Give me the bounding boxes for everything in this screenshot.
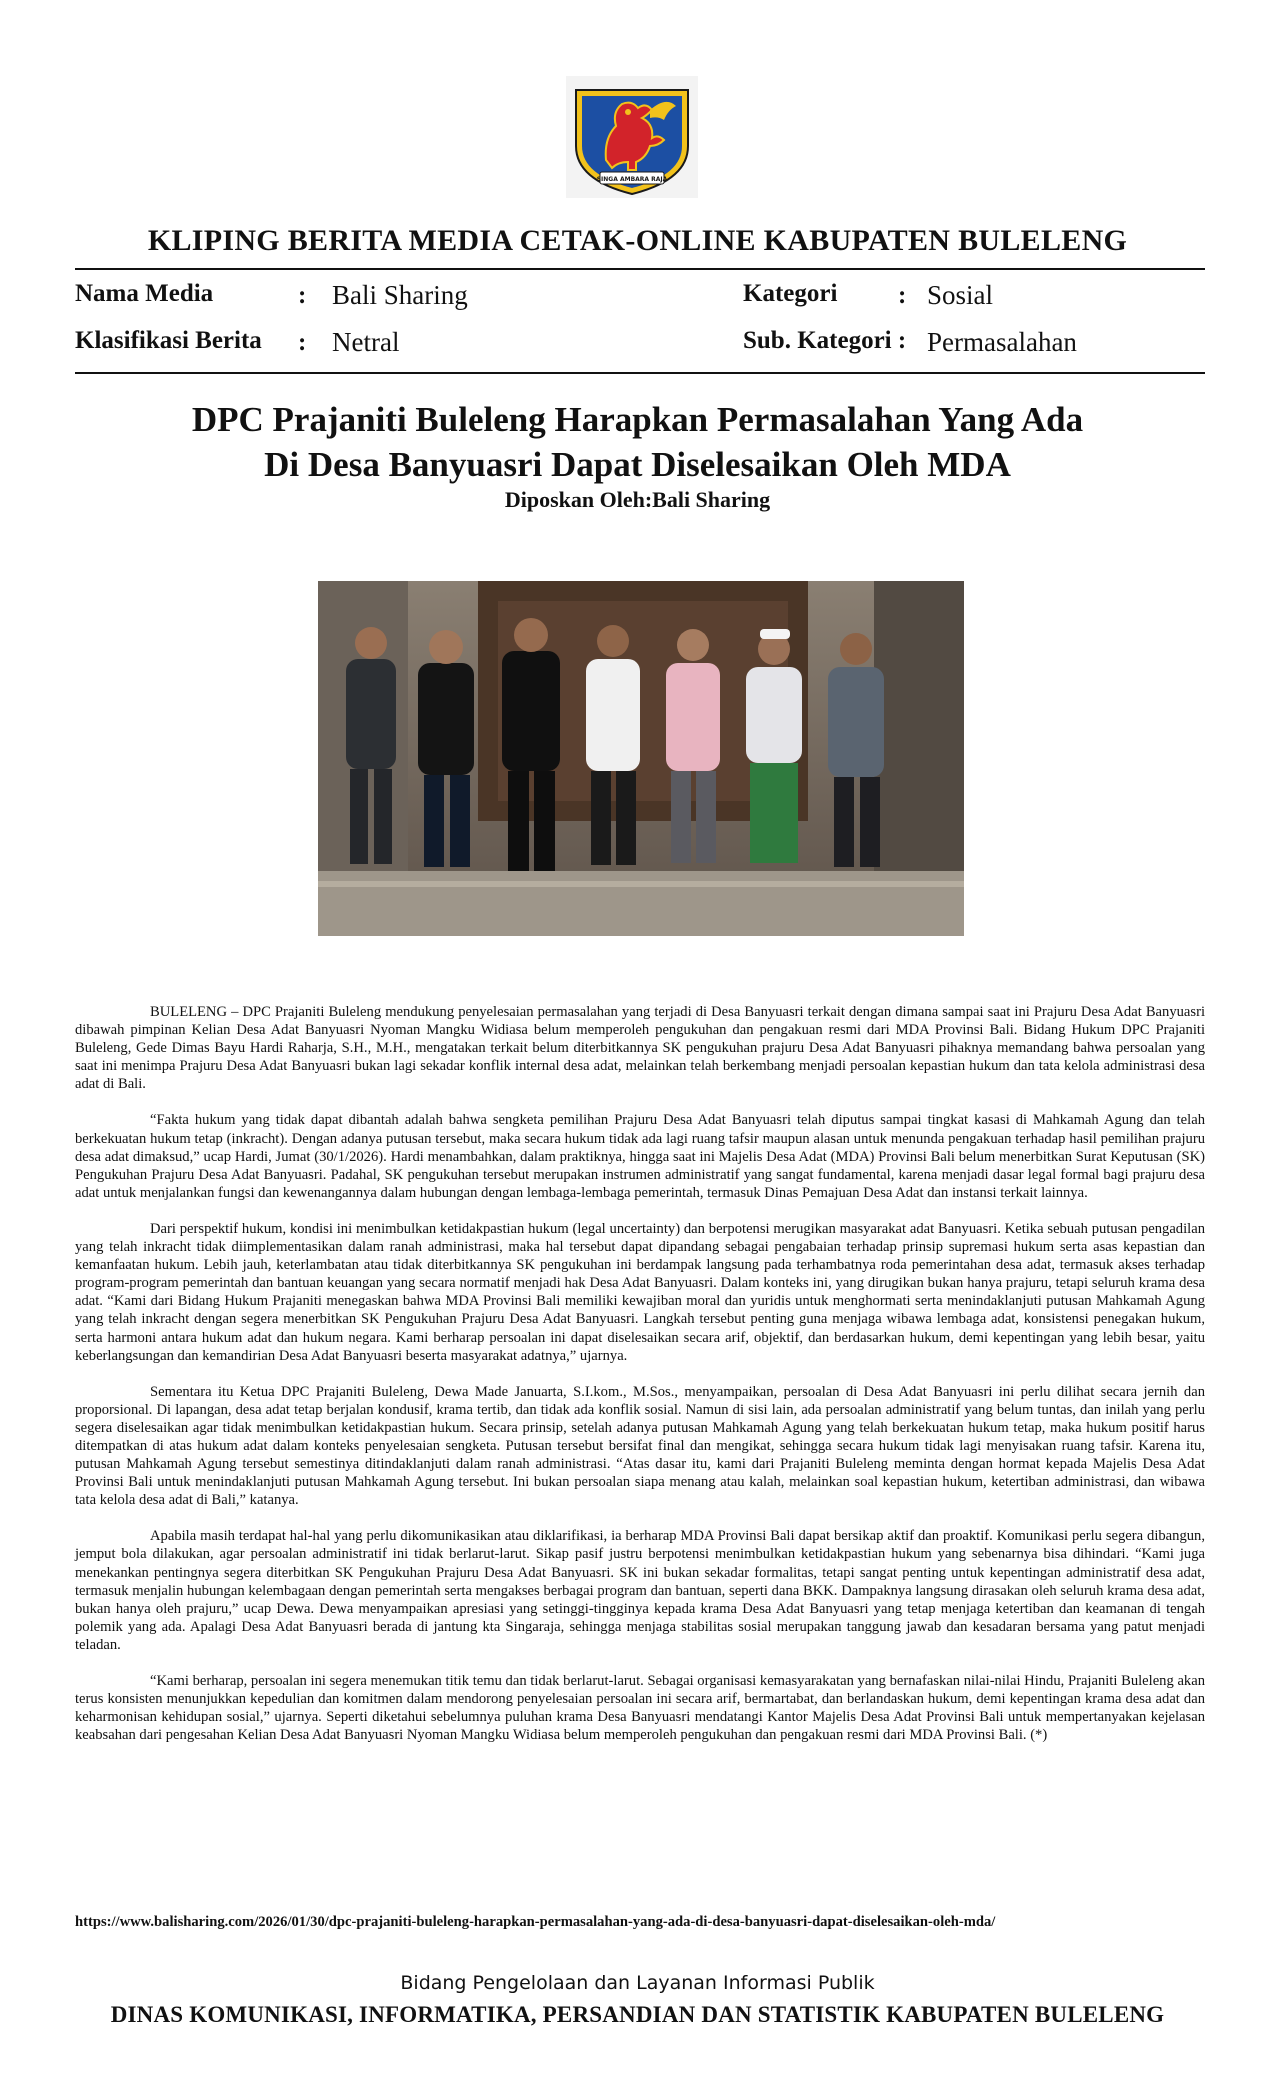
nama-media-value: Bali Sharing [332,280,468,310]
sub-kategori-label: Sub. Kategori : [743,327,907,354]
sub-kategori-value: Permasalahan [927,327,1077,357]
kategori-value: Sosial [927,280,994,310]
article-paragraph-1: BULELENG – DPC Prajaniti Buleleng mendukung penyelesaian permasalahan yang terjadi di Desa Banyuasri terkait dengan dimana sampai saat ini Prajuru Desa Adat Banyuasri dibawah pimpinan Kelian Desa Adat Banyuasri Nyoman Mangku Widiasa belum memperoleh pengukuhan dan pengakuan resmi dari MDA Provinsi Bali. Bidang Hukum DPC Prajaniti Buleleng, Gede Dimas Bayu Hardi Raharja, S.H., M.H., mengatakan terkait belum diterbitkannya SK pengukuhan prajuru Desa Adat Banyuasri pihaknya memandang bahwa persoalan yang saat ini menimpa Prajuru Desa Adat Banyuasri bukan lagi sekadar konflik internal desa adat, melainkan telah berkembang menjadi persoalan kepastian hukum dan tata kelola administrasi desa adat di Bali. [75,1004,1205,1093]
article-paragraph-4: Sementara itu Ketua DPC Prajaniti Buleleng, Dewa Made Januarta, S.I.kom., M.Sos., menyampaikan, persoalan di Desa Adat Banyuasri ini perlu dilihat secara jernih dan proporsional. Di lapangan, desa adat tetap berjalan kondusif, krama tertib, dan tidak ada konflik sosial. Namun di sisi lain, ada persoalan administratif yang belum tuntas, dan inilah yang perlu segera diselesaikan agar tidak menimbulkan ketidakpastian hukum. Secara prinsip, setelah adanya putusan Mahkamah Agung yang telah berkekuatan hukum tetap, maka hukum positif harus ditempatkan di atas hukum adat dalam konteks penyelesaian sengketa. Putusan tersebut bersifat final dan mengikat, sehingga secara hukum tidak lagi menyisakan ruang tafsir. Karena itu, putusan Mahkamah Agung tersebut semestinya ditindaklanjuti dalam ranah administrasi. “Atas dasar itu, kami dari Prajaniti Buleleng meminta dengan hormat kepada Majelis Desa Adat Provinsi Bali untuk menindaklanjuti putusan Mahkamah Agung tersebut. Ini bukan persoalan siapa menang atau kalah, melainkan soal kepastian hukum, ketertiban administrasi, dan wibawa tata kelola desa adat di Bali,” katanya. [75,1383,1205,1509]
article-paragraph-6: “Kami berharap, persoalan ini segera menemukan titik temu dan tidak berlarut-larut. Sebagai organisasi kemasyarakatan yang bernafaskan nilai-nilai Hindu, Prajaniti Buleleng akan terus konsisten menunjukkan kepedulian dan komitmen dalam mendorong penyelesaian persoalan ini secara arif, bermartabat, dan berlandaskan hukum, demi kepentingan krama desa adat dan keharmonisan kehidupan sosial,” ujarnya. Seperti diketahui sebelumnya puluhan krama Desa Banyuasri mendatangi Kantor Majelis Desa Adat Provinsi Bali untuk mempertanyakan kejelasan keabsahan dari pengesahan Kelian Desa Adat Banyuasri Nyoman Mangku Widiasa belum memperoleh pengukuhan dan pengakuan resmi dari MDA Provinsi Bali. (*) [75,1673,1205,1744]
header-rule-bottom [75,372,1205,374]
article-paragraph-3: Dari perspektif hukum, kondisi ini menimbulkan ketidakpastian hukum (legal uncertainty) dan berpotensi merugikan masyarakat adat Banyuasri. Ketika sebuah putusan pengadilan yang telah inkracht tidak diimplementasikan dalam ranah administrasi, maka hal tersebut dapat dipandang sebagai pengabaian terhadap prinsip supremasi hukum serta asas kepastian dan kemanfaatan hukum. Lebih jauh, keterlambatan atau tidak diterbitkannya SK pengukuhan ini berdampak langsung pada terhambatnya roda pemerintahan desa adat, termasuk akses terhadap program-program pemerintah dan bantuan keuangan yang secara normatif menjadi hak Desa Adat Banyuasri. Dalam konteks ini, yang dirugikan bukan hanya prajuru, tetapi seluruh krama desa adat. “Kami dari Bidang Hukum Prajaniti menegaskan bahwa MDA Provinsi Bali memiliki kewajiban moral dan yuridis untuk menghormati serta menindaklanjuti putusan Mahkamah Agung yang telah inkracht dengan segera menerbitkan SK Pengukuhan Prajuru Desa Adat Banyuasri. Langkah tersebut penting guna menjaga wibawa lembaga adat, konsistensi penegakan hukum, serta harmoni antara hukum adat dan hukum negara. Kami berharap persoalan ini dapat diselesaikan secara arif, objektif, dan berdasarkan hukum, demi kepentingan yang lebih besar, yaitu keberlangsungan dan kemandirian Desa Adat Banyuasri beserta masyarakat adatnya,” ujarnya. [75,1220,1205,1364]
klasifikasi-label: Klasifikasi Berita [75,327,262,354]
klasifikasi-colon: : [298,329,307,356]
header-rule-top [75,268,1205,270]
kliping-title: KLIPING BERITA MEDIA CETAK-ONLINE KABUPATEN BULELENG [147,224,1128,257]
footer-division: Bidang Pengelolaan dan Layanan Informasi Publik [400,1972,875,1994]
footer-agency: DINAS KOMUNIKASI, INFORMATIKA, PERSANDIAN DAN STATISTIK KABUPATEN BULELENG [110,2002,1165,2027]
klasifikasi-value: Netral [332,327,400,357]
article-paragraph-2: “Fakta hukum yang tidak dapat dibantah adalah bahwa sengketa pemilihan Prajuru Desa Adat Banyuasri telah diputus sampai tingkat kasasi di Mahkamah Agung dan telah berkekuatan hukum tetap (inkracht). Dengan adanya putusan tersebut, maka secara hukum tidak ada lagi ruang tafsir maupun alasan untuk menunda pengakuan terhadap hasil pemilihan prajuru desa adat dimaksud,” ucap Hardi, Jumat (30/1/2026). Hardi menambahkan, dalam praktiknya, hingga saat ini Majelis Desa Adat (MDA) Provinsi Bali belum menerbitkan Surat Keputusan (SK) Pengukuhan Prajuru Desa Adat Banyuasri. Padahal, SK pengukuhan tersebut merupakan instrumen administratif yang sangat fundamental, karena menjadi dasar legal formal bagi prajuru desa adat untuk menjalankan fungsi dan kewenangannya dalam hubungan dengan lembaga-lembaga pemerintah, termasuk Dinas Pemajuan Desa Adat dan instansi terkait lainnya. [75,1112,1205,1201]
svg-text:SINGA AMBARA RAJA: SINGA AMBARA RAJA [596,176,668,183]
headline-line-2: Di Desa Banyuasri Dapat Diselesaikan Oleh MDA [264,445,1011,484]
nama-media-colon: : [298,282,307,309]
article-body [75,1003,1205,1762]
buleleng-emblem-logo [566,76,698,198]
kategori-label: Kategori [743,280,838,307]
headline-line-1: DPC Prajaniti Buleleng Harapkan Permasalahan Yang Ada [191,400,1084,439]
article-paragraph-5: Apabila masih terdapat hal-hal yang perlu dikomunikasikan atau diklarifikasi, ia berharap MDA Provinsi Bali dapat bersikap aktif dan proaktif. Komunikasi perlu segera dibangun, jemput bola dilakukan, agar persoalan administratif ini tidak berlarut-larut. Sikap pasif justru berpotensi menimbulkan ketidakpastian hukum yang sebenarnya bisa dihindari. “Kami juga menekankan pentingnya segera diterbitkan SK Pengukuhan Prajuru Desa Adat Banyuasri. SK ini bukan sekadar formalitas, tetapi sangat penting untuk kepentingan administratif desa adat, termasuk menjalin hubungan kelembagaan dengan pemerintah serta mengakses berbagai program dan bantuan, seperti dana BKK. Dampaknya langsung dirasakan oleh seluruh krama desa adat, bukan hanya oleh prajuru,” ucap Dewa. Dewa menyampaikan apresiasi yang setinggi-tingginya kepada krama Desa Adat Banyuasri yang tetap menjaga ketertiban dan keamanan di tengah polemik yang ada. Apalagi Desa Adat Banyuasri berada di jantung kta Singaraja, sehingga menjaga stabilitas sosial merupakan tanggung jawab dan kesadaran bersama yang patut menjadi teladan. [75,1528,1205,1653]
kategori-colon: : [898,282,907,309]
nama-media-label: Nama Media [75,280,214,307]
source-url-link[interactable]: https://www.balisharing.com/2026/01/30/dpc-prajaniti-buleleng-harapkan-permasalahan-yang-ada-di-desa-banyuasri-dapat-diselesaikan-oleh-mda/ [75,1914,996,1930]
news-photo [318,581,964,936]
byline: Diposkan Oleh:Bali Sharing [504,487,771,512]
